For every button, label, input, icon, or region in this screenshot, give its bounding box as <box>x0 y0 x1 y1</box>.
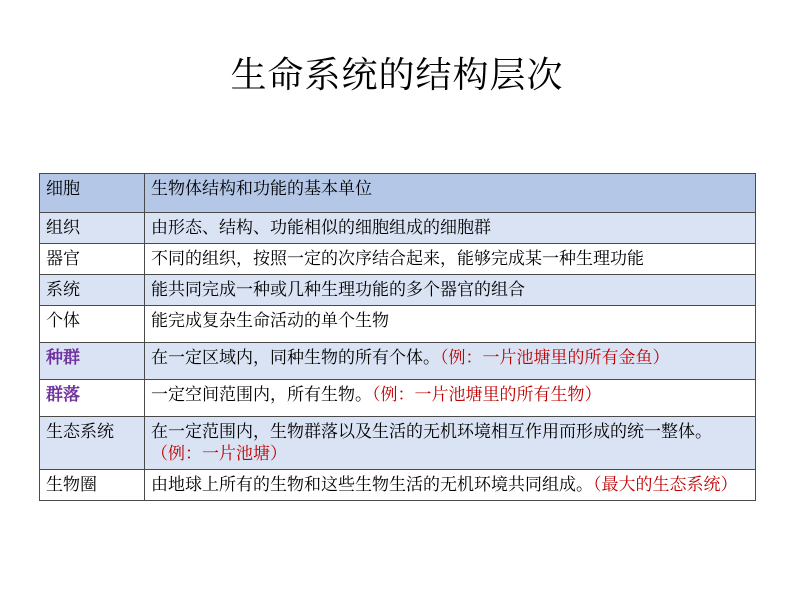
table-row <box>40 306 756 343</box>
definition-text: 能完成复杂生命活动的单个生物 <box>151 311 389 331</box>
level-term: 种群 <box>40 343 145 380</box>
level-definition <box>145 470 756 501</box>
definition-text: 能共同完成一种或几种生理功能的多个器官的组合 <box>151 280 525 300</box>
level-definition <box>145 343 756 380</box>
level-term: 细胞 <box>40 174 145 213</box>
level-term: 组织 <box>40 213 145 244</box>
level-definition <box>145 417 756 470</box>
level-definition <box>145 174 756 213</box>
table-row <box>40 470 756 501</box>
level-definition <box>145 306 756 343</box>
level-term: 器官 <box>40 244 145 275</box>
level-term: 个体 <box>40 306 145 343</box>
level-term: 群落 <box>40 380 145 417</box>
level-term: 系统 <box>40 275 145 306</box>
example-text: （例：一片池塘） <box>151 444 287 464</box>
example-text: （最大的生态系统） <box>593 475 738 495</box>
definition-text: 由地球上所有的生物和这些生物生活的无机环境共同组成。 <box>151 475 593 495</box>
level-definition <box>145 213 756 244</box>
definition-text: 在一定范围内，生物群落以及生活的无机环境相互作用而形成的统一整体。 <box>151 422 712 442</box>
table-row <box>40 244 756 275</box>
table-row <box>40 174 756 213</box>
table-row <box>40 343 756 380</box>
example-text: （例：一片池塘里的所有金鱼） <box>440 348 670 368</box>
table-row <box>40 213 756 244</box>
definition-text: 由形态、结构、功能相似的细胞组成的细胞群 <box>151 218 491 238</box>
table-row <box>40 417 756 470</box>
structure-levels-table <box>39 173 756 501</box>
table-row <box>40 380 756 417</box>
level-definition <box>145 275 756 306</box>
definition-text: 一定空间范围内，所有生物。 <box>151 385 372 405</box>
level-definition <box>145 380 756 417</box>
definition-text: 不同的组织，按照一定的次序结合起来，能够完成某一种生理功能 <box>151 249 644 269</box>
level-term: 生态系统 <box>40 417 145 470</box>
definition-text: 生物体结构和功能的基本单位 <box>151 179 372 199</box>
level-term: 生物圈 <box>40 470 145 501</box>
definition-text: 在一定区域内，同种生物的所有个体。 <box>151 348 440 368</box>
table-row <box>40 275 756 306</box>
example-text: （例：一片池塘里的所有生物） <box>372 385 602 405</box>
level-definition <box>145 244 756 275</box>
page-title: 生命系统的结构层次 <box>230 55 564 96</box>
